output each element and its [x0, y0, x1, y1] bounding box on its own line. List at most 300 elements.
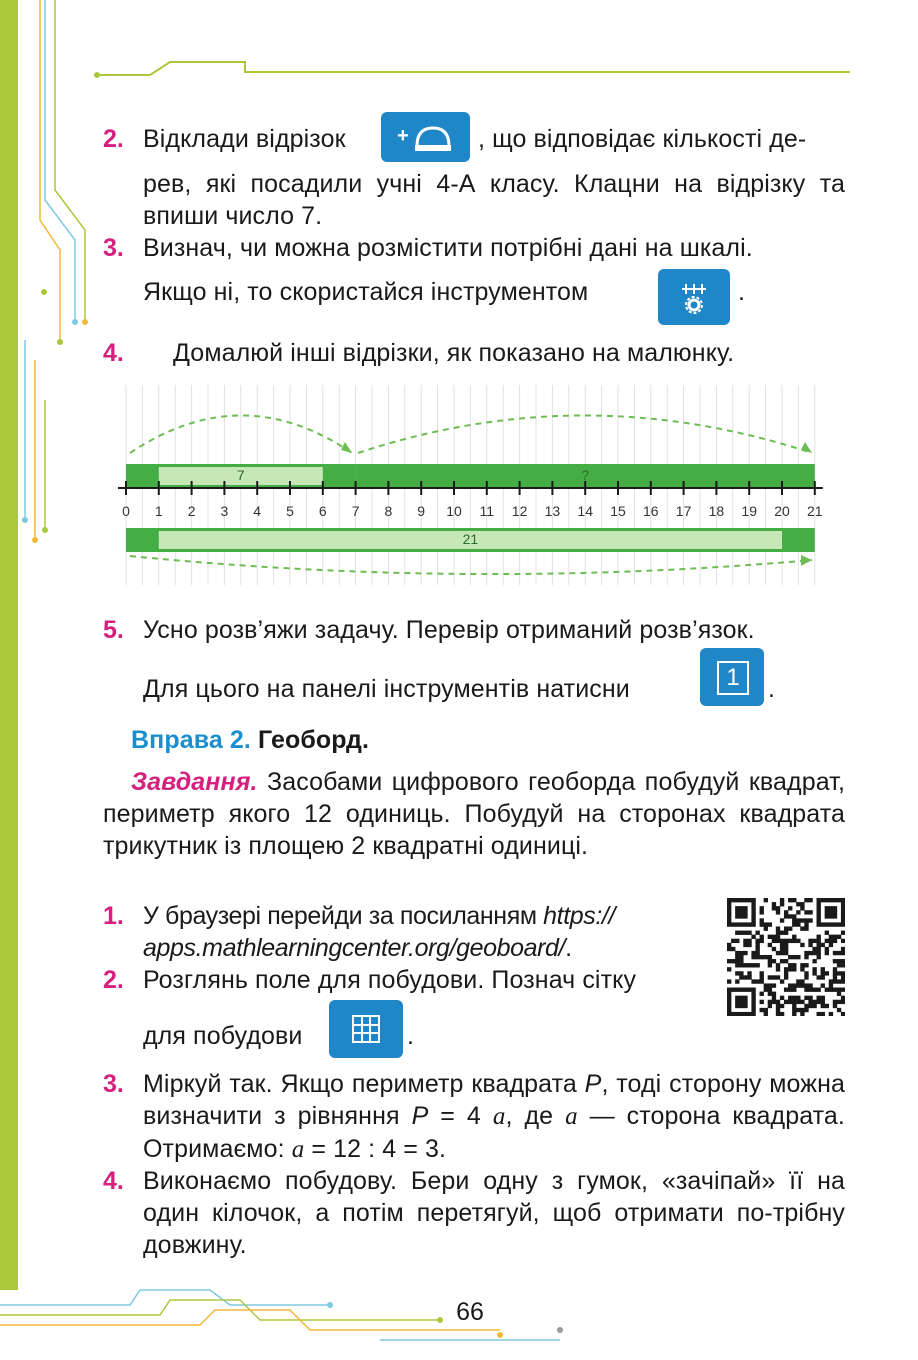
qr-module [804, 975, 808, 979]
qr-module [800, 926, 804, 930]
qr-module [817, 902, 821, 906]
qr-module [800, 967, 804, 971]
qr-module [772, 947, 776, 951]
qr-module [821, 1004, 825, 1008]
qr-module [768, 983, 772, 987]
qr-module [796, 910, 800, 914]
qr-module [743, 1012, 747, 1016]
qr-module [796, 1000, 800, 1004]
step-text: , що відповідає кількості де- [478, 125, 807, 153]
exercise-label: Вправа 2. [131, 726, 251, 754]
qr-module [788, 963, 792, 967]
qr-module [776, 1012, 780, 1016]
qr-module [833, 951, 837, 955]
qr-module [788, 988, 792, 992]
jump-arrow-21 [130, 556, 812, 574]
qr-module [735, 922, 739, 926]
qr-module [808, 918, 812, 922]
qr-module [788, 914, 792, 918]
qr-module [841, 971, 845, 975]
qr-module [841, 979, 845, 983]
qr-module [841, 918, 845, 922]
qr-module [772, 983, 776, 987]
qr-module [796, 918, 800, 922]
qr-module [825, 922, 829, 926]
qr-module [792, 967, 796, 971]
qr-module [731, 922, 735, 926]
qr-module [743, 914, 747, 918]
qr-module [776, 910, 780, 914]
qr-module [812, 967, 816, 971]
qr-module [780, 1004, 784, 1008]
qr-module [841, 996, 845, 1000]
qr-module [817, 939, 821, 943]
qr-module [812, 988, 816, 992]
qr-module [833, 898, 837, 902]
qr-module [784, 931, 788, 935]
qr-module [731, 959, 735, 963]
qr-module [788, 983, 792, 987]
qr-module [780, 996, 784, 1000]
qr-module [780, 931, 784, 935]
segment-seven-label: 7 [236, 467, 245, 483]
qr-module [825, 1004, 829, 1008]
qr-module [735, 951, 739, 955]
qr-module [768, 959, 772, 963]
tick-label: 16 [643, 503, 659, 519]
qr-module [780, 918, 784, 922]
qr-module [821, 1000, 825, 1004]
check-answer-button[interactable] [700, 648, 764, 706]
qr-module [812, 971, 816, 975]
task-text: Засобами цифрового геоборда побудуй квадрат, периметр якого 12 одиниць. Побудуй на сторонах квадрата трикутник із площею 2 квадратні одиниці. [103, 768, 845, 860]
step-text: Міркуй так. Якщо периметр квадрата P, тоді сторону можна визначити з рівняння P = 4 a, де a — сторона квадрата. Отримаємо: a = 12 : 4 = 3. [143, 1070, 845, 1163]
qr-module [804, 988, 808, 992]
qr-module [735, 996, 739, 1000]
qr-module [792, 988, 796, 992]
qr-module [747, 931, 751, 935]
qr-module [739, 1000, 743, 1004]
qr-module [727, 979, 731, 983]
qr-module [837, 1000, 841, 1004]
qr-module [751, 1012, 755, 1016]
qr-module [735, 963, 739, 967]
tick-label: 0 [122, 503, 130, 519]
qr-module [817, 914, 821, 918]
qr-module [755, 951, 759, 955]
qr-module [841, 1000, 845, 1004]
qr-module [808, 939, 812, 943]
step-number: 2. [103, 966, 124, 994]
qr-module [772, 1000, 776, 1004]
step-number: 1. [103, 902, 124, 930]
qr-module [841, 988, 845, 992]
qr-module [743, 898, 747, 902]
qr-module [772, 906, 776, 910]
qr-module [821, 922, 825, 926]
qr-module [735, 1012, 739, 1016]
qr-module [812, 939, 816, 943]
arrow-head [801, 555, 812, 566]
qr-module [784, 975, 788, 979]
qr-module [784, 939, 788, 943]
qr-module [792, 914, 796, 918]
grid-button[interactable] [329, 1000, 403, 1058]
qr-module [792, 1012, 796, 1016]
step-number: 3. [103, 234, 124, 262]
qr-module [800, 963, 804, 967]
qr-module [829, 983, 833, 987]
qr-module [821, 967, 825, 971]
step-text: Виконаємо побудову. Бери одну з гумок, «зачіпай» її на один кілочок, а потім перетягуй, щоб отримати по-трібну довжину. [143, 1167, 845, 1259]
qr-module [751, 992, 755, 996]
svg-text:+: + [397, 125, 409, 147]
qr-module [792, 996, 796, 1000]
qr-module [760, 975, 764, 979]
qr-module [817, 918, 821, 922]
qr-module [800, 918, 804, 922]
step-text: рев, які посадили учні 4-А класу. Клацни на відрізку та впиши число 7. [143, 170, 845, 230]
qr-module [841, 898, 845, 902]
qr-code[interactable] [727, 898, 845, 1016]
qr-module [829, 988, 833, 992]
qr-module [804, 951, 808, 955]
tick-label: 13 [544, 503, 561, 519]
step-text: Усно розв’яжи задачу. Перевір отриманий розв’язок. [143, 616, 755, 644]
qr-module [829, 1012, 833, 1016]
tick-label: 10 [446, 503, 462, 519]
qr-module [841, 951, 845, 955]
qr-module [808, 943, 812, 947]
qr-module [821, 1012, 825, 1016]
qr-module [727, 967, 731, 971]
step-text: Для цього на панелі інструментів натисни [143, 675, 630, 703]
qr-module [800, 983, 804, 987]
qr-module [760, 955, 764, 959]
qr-module [739, 996, 743, 1000]
qr-module [804, 910, 808, 914]
qr-module [768, 955, 772, 959]
qr-module [739, 959, 743, 963]
qr-module [727, 959, 731, 963]
qr-module [772, 959, 776, 963]
qr-module [755, 943, 759, 947]
exercise-heading [131, 724, 369, 756]
qr-module [727, 996, 731, 1000]
qr-module [837, 951, 841, 955]
qr-module [784, 910, 788, 914]
qr-module [755, 931, 759, 935]
qr-module [760, 918, 764, 922]
qr-module [776, 967, 780, 971]
qr-module [837, 922, 841, 926]
qr-module [792, 1004, 796, 1008]
qr-module [747, 988, 751, 992]
tick-label: 14 [577, 503, 593, 519]
qr-module [796, 902, 800, 906]
qr-module [821, 971, 825, 975]
qr-module [780, 979, 784, 983]
qr-module [743, 943, 747, 947]
qr-module [825, 971, 829, 975]
qr-module [808, 1004, 812, 1008]
exercise-title: Геоборд. [258, 726, 370, 754]
qr-module [743, 931, 747, 935]
qr-module [731, 988, 735, 992]
qr-module [796, 955, 800, 959]
qr-module [817, 922, 821, 926]
qr-module [776, 975, 780, 979]
qr-module [727, 1012, 731, 1016]
qr-module [735, 1000, 739, 1004]
tick-label: 1 [154, 503, 163, 519]
qr-module [751, 951, 755, 955]
step-text-part: . [565, 934, 572, 962]
qr-module [727, 902, 731, 906]
qr-module [808, 898, 812, 902]
number-line-figure [112, 380, 832, 590]
qr-module [792, 939, 796, 943]
qr-module [817, 935, 821, 939]
qr-module [829, 910, 833, 914]
qr-module [841, 910, 845, 914]
qr-module [821, 983, 825, 987]
qr-module [776, 939, 780, 943]
scale-settings-button[interactable] [658, 269, 730, 325]
qr-module [808, 983, 812, 987]
qr-module [817, 1012, 821, 1016]
qr-module [751, 914, 755, 918]
qr-module [727, 943, 731, 947]
qr-module [788, 906, 792, 910]
qr-module [841, 931, 845, 935]
qr-module [825, 931, 829, 935]
qr-module [735, 898, 739, 902]
qr-module [841, 914, 845, 918]
arrow-head [341, 442, 352, 453]
qr-module [804, 996, 808, 1000]
qr-module [837, 935, 841, 939]
qr-module [768, 935, 772, 939]
qr-module [780, 959, 784, 963]
qr-module [841, 906, 845, 910]
qr-module [784, 988, 788, 992]
qr-module [796, 1008, 800, 1012]
qr-module [841, 922, 845, 926]
qr-module [743, 975, 747, 979]
qr-module [817, 975, 821, 979]
qr-module [784, 914, 788, 918]
qr-module [817, 898, 821, 902]
qr-module [755, 963, 759, 967]
qr-module [760, 1000, 764, 1004]
qr-module [751, 955, 755, 959]
qr-module [772, 902, 776, 906]
arrow-head [801, 442, 812, 453]
qr-module [772, 996, 776, 1000]
step-text: . [738, 278, 746, 306]
qr-module [825, 910, 829, 914]
qr-module [784, 947, 788, 951]
qr-module [829, 906, 833, 910]
qr-module [735, 914, 739, 918]
step-text: Якщо ні, то скористайся інструментом [143, 278, 589, 306]
qr-module [804, 898, 808, 902]
qr-module [751, 922, 755, 926]
qr-module [808, 988, 812, 992]
tick-label: 17 [675, 503, 692, 519]
qr-module [743, 910, 747, 914]
qr-module [731, 1012, 735, 1016]
tick-label: 19 [741, 503, 757, 519]
qr-module [808, 910, 812, 914]
qr-module [751, 979, 755, 983]
qr-module [776, 931, 780, 935]
qr-module [817, 906, 821, 910]
qr-module [788, 898, 792, 902]
qr-module [739, 955, 743, 959]
qr-module [837, 992, 841, 996]
qr-module [837, 979, 841, 983]
qr-module [804, 926, 808, 930]
qr-module [821, 898, 825, 902]
qr-module [727, 918, 731, 922]
qr-module [812, 947, 816, 951]
step-text: . [768, 675, 776, 703]
step-number: 3. [103, 1070, 124, 1098]
tick-label: 11 [479, 503, 495, 519]
qr-module [768, 1000, 772, 1004]
qr-module [764, 922, 768, 926]
qr-module [764, 983, 768, 987]
qr-module [755, 955, 759, 959]
step-text: Визнач, чи можна розмістити потрібні дані на шкалі. [143, 234, 753, 262]
qr-module [825, 898, 829, 902]
qr-module [800, 979, 804, 983]
tick-label: 7 [351, 503, 360, 519]
qr-module [780, 902, 784, 906]
qr-module [735, 971, 739, 975]
qr-module [784, 967, 788, 971]
step-text [143, 900, 708, 964]
qr-module [833, 922, 837, 926]
tick-label: 18 [708, 503, 725, 519]
qr-module [780, 951, 784, 955]
qr-module [817, 943, 821, 947]
qr-module [776, 1000, 780, 1004]
tick-label: 4 [253, 503, 262, 519]
qr-module [825, 947, 829, 951]
qr-module [800, 902, 804, 906]
tick-label: 15 [610, 503, 626, 519]
qr-module [727, 910, 731, 914]
qr-module [817, 988, 821, 992]
qr-module [768, 963, 772, 967]
segment-tool-button[interactable] [381, 112, 470, 162]
step-number: 4. [103, 339, 124, 367]
qr-module [727, 922, 731, 926]
qr-module [780, 943, 784, 947]
qr-module [764, 988, 768, 992]
qr-module [788, 996, 792, 1000]
qr-module [739, 971, 743, 975]
qr-module [768, 988, 772, 992]
qr-module [833, 1004, 837, 1008]
qr-module [792, 922, 796, 926]
step-text: Домалюй інші відрізки, як показано на малюнку. [173, 339, 735, 367]
qr-module [821, 996, 825, 1000]
qr-module [825, 914, 829, 918]
qr-module [833, 971, 837, 975]
qr-module [731, 898, 735, 902]
qr-module [755, 947, 759, 951]
qr-module [812, 959, 816, 963]
qr-module [812, 1000, 816, 1004]
qr-module [792, 1008, 796, 1012]
segment-unknown-label: ? [581, 467, 590, 483]
qr-module [792, 963, 796, 967]
qr-module [739, 1004, 743, 1008]
qr-module [772, 975, 776, 979]
qr-module [776, 1008, 780, 1012]
qr-module [817, 955, 821, 959]
tick-label: 2 [187, 503, 196, 519]
qr-module [743, 1000, 747, 1004]
qr-module [829, 914, 833, 918]
qr-module [764, 1012, 768, 1016]
qr-module [731, 947, 735, 951]
qr-module [735, 988, 739, 992]
qr-module [751, 910, 755, 914]
qr-module [727, 1004, 731, 1008]
qr-module [776, 951, 780, 955]
qr-module [837, 988, 841, 992]
qr-module [735, 939, 739, 943]
step-number: 2. [103, 125, 124, 153]
qr-module [829, 939, 833, 943]
qr-module [751, 1008, 755, 1012]
page-number: 66 [456, 1298, 484, 1326]
qr-module [727, 1008, 731, 1012]
qr-module [764, 926, 768, 930]
qr-module [747, 922, 751, 926]
qr-module [743, 939, 747, 943]
step-number: 4. [103, 1167, 124, 1195]
qr-module [829, 979, 833, 983]
qr-module [776, 963, 780, 967]
task-paragraph [103, 766, 845, 862]
qr-module [772, 939, 776, 943]
qr-module [829, 922, 833, 926]
qr-module [792, 935, 796, 939]
qr-module [800, 1008, 804, 1012]
geoboard-link[interactable]: https:// apps.mathlearningcenter.org/geoboard/ [143, 902, 616, 962]
qr-module [817, 1000, 821, 1004]
qr-module [837, 971, 841, 975]
qr-module [727, 898, 731, 902]
qr-module [760, 935, 764, 939]
qr-module [760, 939, 764, 943]
qr-module [731, 939, 735, 943]
qr-module [764, 955, 768, 959]
qr-module [739, 975, 743, 979]
qr-module [792, 918, 796, 922]
qr-module [800, 1012, 804, 1016]
scale-gear-icon [658, 269, 730, 325]
qr-module [796, 922, 800, 926]
tick-label: 12 [511, 503, 528, 519]
qr-module [780, 1012, 784, 1016]
